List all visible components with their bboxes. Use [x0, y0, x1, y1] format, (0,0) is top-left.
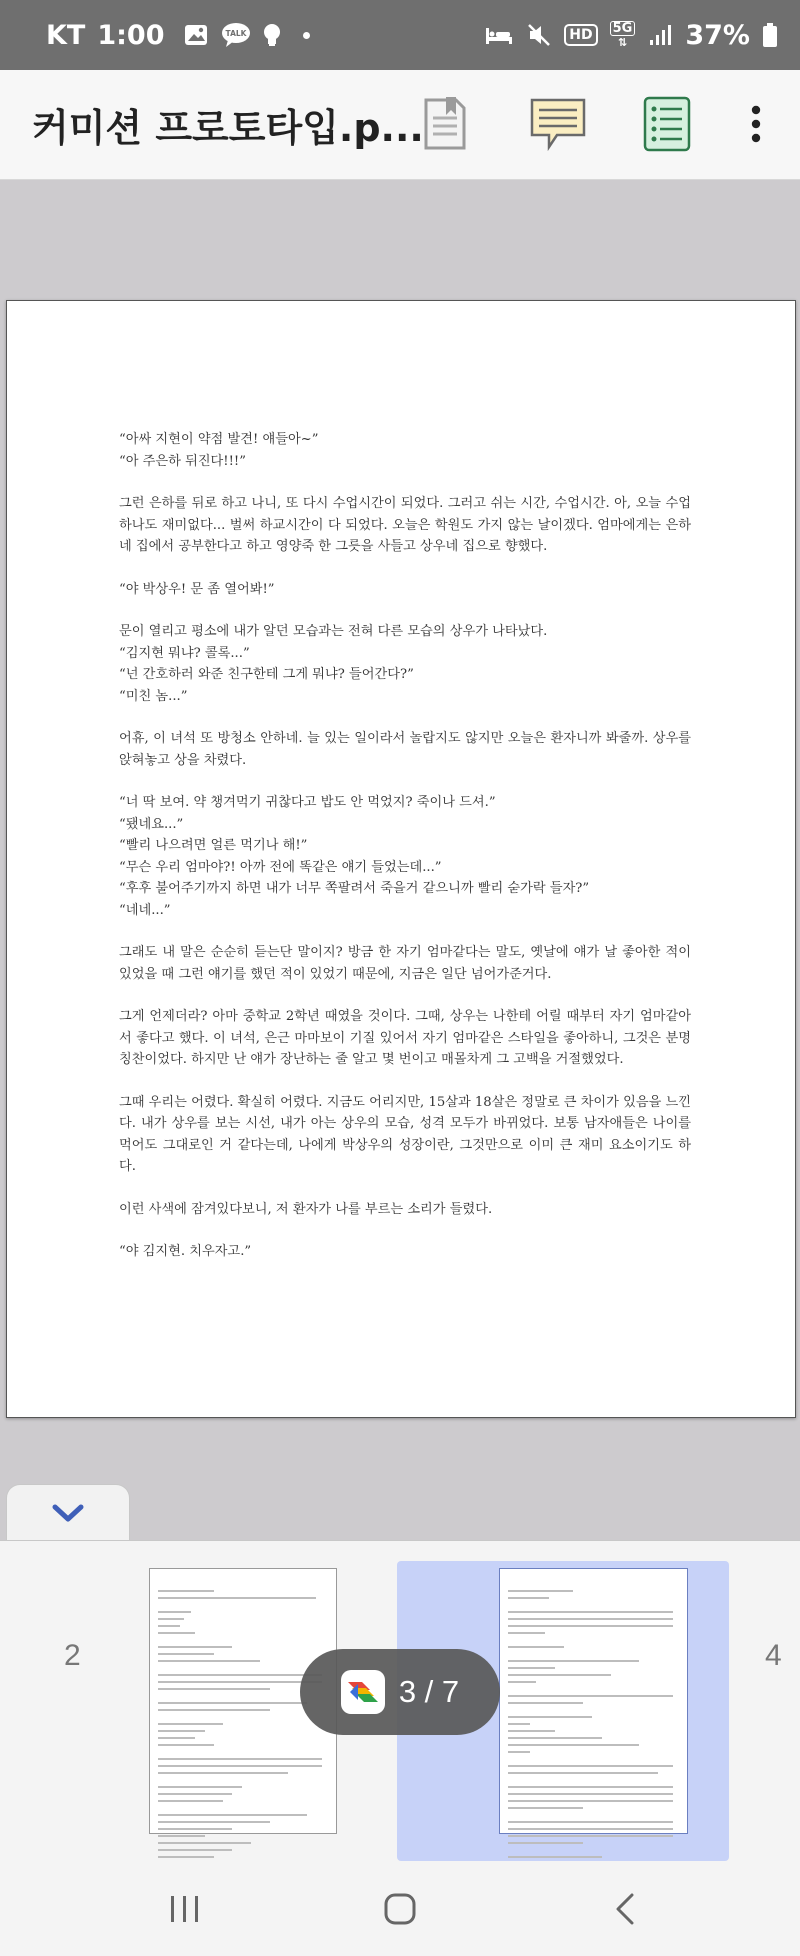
thumbnail-text-line — [508, 1667, 555, 1669]
thumbnail-text-line — [508, 1800, 673, 1802]
thumbnail-text-line — [158, 1660, 260, 1662]
text-line: “네네...” — [119, 902, 171, 918]
network-type-icon: 5G ⇅ — [610, 21, 636, 49]
thumbnail-text-line — [158, 1688, 270, 1690]
thumbnail-text-line — [158, 1793, 232, 1795]
text-line: 이런 사색에 잠겨있다보니, 저 환자가 나를 부르는 소리가 들렸다. — [119, 1201, 493, 1217]
svg-text:TALK: TALK — [225, 29, 246, 38]
thumbnail-page-3[interactable] — [499, 1568, 688, 1834]
thumbnail-text-line — [158, 1772, 288, 1774]
text-line: “후후 불어주기까지 하면 내가 너무 쪽팔려서 죽을거 같으니까 빨리 숟가락 들자?” — [119, 881, 590, 896]
text-line: “됐네요...” — [119, 816, 184, 832]
thumbnail-text-line — [158, 1828, 232, 1830]
document-viewer[interactable] — [0, 180, 800, 1540]
recent-apps-button[interactable] — [155, 1882, 215, 1936]
thumbnail-text-line — [158, 1674, 322, 1676]
comments-button[interactable] — [523, 88, 593, 160]
paragraph — [119, 1199, 691, 1221]
thumbnail-text-line — [158, 1604, 328, 1606]
thumbnail-text-line — [158, 1849, 232, 1851]
text-line: “빨리 나으려면 얼른 먹기나 해!” — [119, 838, 308, 853]
thumbnail-text-line — [508, 1765, 673, 1767]
thumbnail-text-line — [508, 1681, 536, 1683]
paragraph — [119, 1241, 691, 1263]
thumbnail-text-line — [158, 1632, 195, 1634]
thumbnail-text-line — [158, 1716, 328, 1718]
status-bar — [0, 0, 800, 70]
thumbnail-text-line — [158, 1751, 328, 1753]
text-line: 문이 열리고 평소에 내가 알던 모습과는 전혀 다른 모습의 상우가 나타났다. — [119, 624, 548, 639]
thumbnail-text-line — [158, 1597, 316, 1599]
thumbnail-text-line — [158, 1737, 195, 1739]
mute-icon — [526, 22, 552, 48]
next-page-number[interactable]: 4 — [765, 1639, 782, 1672]
thumbnail-text-line — [158, 1814, 307, 1816]
thumbnail-text-line — [508, 1835, 673, 1837]
thumbnail-text-line — [158, 1842, 251, 1844]
text-line: “아 주은하 뒤진다!!!” — [119, 453, 246, 469]
thumbnail-text-line — [508, 1828, 673, 1830]
paragraph — [119, 1092, 691, 1178]
thumbnail-text-line — [158, 1639, 328, 1641]
thumbnail-text-line — [158, 1786, 242, 1788]
comment-icon — [529, 95, 587, 153]
thumbnail-text-line — [158, 1765, 322, 1767]
more-notifications-dot-icon — [303, 32, 310, 39]
thumbnail-text-line — [158, 1646, 232, 1648]
table-of-contents-button[interactable] — [634, 88, 700, 160]
signal-strength-icon — [647, 22, 673, 48]
thumbnail-text-line — [158, 1779, 328, 1781]
document-page[interactable] — [6, 300, 796, 1418]
thumbnail-text-line — [158, 1625, 180, 1627]
system-navigation-bar — [0, 1862, 800, 1956]
thumbnail-text-line — [508, 1856, 602, 1858]
thumbnail-text-line — [508, 1625, 673, 1627]
thumbnail-text-line — [508, 1709, 679, 1711]
bookmark-page-icon — [420, 94, 470, 154]
clock: 1:00 — [97, 19, 165, 51]
thumbnail-text-line — [158, 1667, 328, 1669]
thumbnail-text-line — [158, 1653, 214, 1655]
thumbnail-text-line — [508, 1814, 679, 1816]
back-button[interactable] — [595, 1882, 655, 1936]
battery-percent: 37% — [685, 19, 750, 51]
thumbnail-text-line — [158, 1730, 205, 1732]
text-line: “야 박상우! 문 좀 열어봐!” — [119, 581, 275, 597]
thumbnail-text-line — [508, 1702, 583, 1704]
text-line: “김지현 뭐냐? 콜록...” — [119, 645, 250, 661]
page-indicator-text: 3 / 7 — [398, 1674, 460, 1709]
viewer-app-logo-icon — [341, 1670, 385, 1714]
thumbnail-text-line — [508, 1611, 673, 1613]
thumbnail-text-line — [158, 1681, 322, 1683]
thumbnail-text-line — [508, 1744, 639, 1746]
page-indicator — [300, 1649, 500, 1735]
thumbnail-text-line — [508, 1674, 611, 1676]
battery-icon — [762, 22, 778, 48]
thumbnail-text-line — [508, 1660, 639, 1662]
text-line: 그런 은하를 뒤로 하고 나니, 또 다시 수업시간이 되었다. 그러고 쉬는 시간, 수업시간. 아, 오늘 수업 하나도 재미없다... 벌써 하교시간이 다 되었다. 오늘은 학원도 가지 않는 날이겠다. 엄마에게는 은하네 집에서 공부한다고 하고 영양죽 한 그릇을 사들고 상우네 집으로 향했다. — [119, 496, 691, 554]
thumbnail-text-line — [508, 1772, 658, 1774]
text-line: “넌 간호하러 와준 친구한테 그게 뭐냐? 들어간다?” — [119, 667, 414, 682]
thumbnail-text-line — [158, 1702, 307, 1704]
network-type-label: 5G — [610, 21, 636, 36]
text-line: 그래도 내 말은 순순히 듣는단 말이지? 방금 한 자기 엄마같다는 말도, 옛날에 얘가 날 좋아한 적이 있었을 때 그런 얘기를 했던 적이 있었기 때문에, 지금은 일단 넘어가준거다. — [119, 945, 691, 982]
thumbnail-text-line — [508, 1842, 583, 1844]
thumbnail-text-line — [508, 1590, 573, 1592]
thumbnail-text-line — [508, 1737, 602, 1739]
bookmark-page-button[interactable] — [412, 88, 478, 160]
gallery-notification-icon — [183, 22, 209, 48]
paragraph — [119, 942, 691, 985]
thumbnail-text-line — [508, 1793, 673, 1795]
thumbnail-text-line — [508, 1849, 679, 1851]
thumbnail-text-line — [508, 1695, 673, 1697]
sleep-mode-icon — [484, 22, 514, 48]
document-title: 커미션 프로토타입.p... — [32, 106, 424, 150]
thumbnail-text-line — [508, 1779, 679, 1781]
thumbnail-text-line — [508, 1807, 583, 1809]
thumbnail-text-line — [158, 1611, 191, 1613]
lightbulb-notification-icon — [259, 22, 285, 48]
text-line: “야 김지현. 치우자고.” — [119, 1244, 252, 1259]
prev-page-number[interactable]: 2 — [64, 1639, 81, 1672]
carrier-label: KT — [46, 19, 86, 51]
paragraph — [119, 728, 691, 771]
thumbnail-text-line — [508, 1653, 679, 1655]
thumbnail-text-line — [158, 1821, 270, 1823]
thumbnail-text-line — [158, 1758, 322, 1760]
thumbnail-text-line — [508, 1646, 564, 1648]
app-toolbar — [0, 70, 800, 180]
text-line: “아싸 지현이 약점 발견! 얘들아~” — [119, 432, 319, 447]
collapse-thumbnails-button[interactable] — [6, 1484, 130, 1540]
chevron-down-icon — [51, 1502, 85, 1524]
thumbnail-text-line — [508, 1723, 530, 1725]
text-line: 어휴, 이 녀석 또 방청소 안하네. 늘 있는 일이라서 놀랍지도 않지만 오늘은 환자니까 봐줄까. 상우를 앉혀놓고 상을 차렸다. — [119, 731, 691, 768]
paragraph — [119, 429, 691, 472]
thumbnail-text-line — [158, 1618, 184, 1620]
thumbnail-text-line — [508, 1688, 679, 1690]
thumbnail-text-line — [508, 1786, 673, 1788]
thumbnail-text-line — [158, 1800, 223, 1802]
paragraph — [119, 621, 691, 707]
page-text — [119, 429, 691, 1284]
thumbnail-text-line — [158, 1590, 214, 1592]
talk-notification-icon — [221, 22, 247, 48]
text-line: “미친 놈...” — [119, 688, 188, 704]
paragraph — [119, 1006, 691, 1071]
recent-apps-icon — [168, 1894, 202, 1924]
paragraph — [119, 579, 691, 601]
more-options-button[interactable] — [728, 88, 784, 160]
home-button[interactable] — [370, 1882, 430, 1936]
more-vertical-icon — [750, 104, 762, 144]
thumbnail-text-line — [508, 1821, 673, 1823]
thumbnail-strip — [0, 1540, 800, 1862]
paragraph — [119, 792, 691, 921]
thumbnail-text-line — [508, 1597, 549, 1599]
text-line: 그때 우리는 어렸다. 확실히 어렸다. 지금도 어리지만, 15살과 18살은 정말로 큰 차이가 있음을 느낀다. 내가 상우를 보는 시선, 내가 아는 상우의 모습, 성격 모두가 바뀌었다. 보통 남자애들은 나이를 먹어도 그대로인 거 같다는데, 나에게 박상우의 성장이란, 그것만으로 이미 큰 재미 요소이기도 하다. — [119, 1094, 691, 1174]
list-icon — [642, 95, 692, 153]
text-line: “너 딱 보여. 약 챙겨먹기 귀찮다고 밥도 안 먹었지? 죽이나 드셔.” — [119, 795, 496, 810]
thumbnail-text-line — [508, 1751, 530, 1753]
text-line: “무슨 우리 엄마야?! 아까 전에 똑같은 얘기 들었는데...” — [119, 859, 442, 875]
text-line: 그게 언제더라? 아마 중학교 2학년 때였을 것이다. 그때, 상우는 나한테 어릴 때부터 자기 엄마같아서 좋다고 했다. 이 녀석, 은근 마마보이 기질 있어서 자기 엄마같은 스타일을 좋아하니, 그것은 분명 칭찬이었다. 하지만 난 얘가 장난하는 줄 알고 몇 번이고 매몰차게 그 고백을 거절했었다. — [119, 1009, 691, 1067]
thumbnail-text-line — [508, 1639, 679, 1641]
thumbnail-text-line — [158, 1856, 214, 1858]
thumbnail-text-line — [508, 1618, 673, 1620]
thumbnail-text-line — [508, 1730, 555, 1732]
thumbnail-text-line — [508, 1758, 679, 1760]
thumbnail-text-line — [158, 1835, 205, 1837]
home-icon — [383, 1892, 417, 1926]
hd-voice-icon: HD — [564, 24, 597, 46]
thumbnail-text-line — [158, 1807, 328, 1809]
paragraph — [119, 493, 691, 558]
thumbnail-text-line — [158, 1709, 270, 1711]
thumbnail-text-line — [158, 1744, 214, 1746]
thumbnail-text-line — [508, 1716, 592, 1718]
back-chevron-icon — [613, 1892, 637, 1926]
thumbnail-text-line — [508, 1632, 545, 1634]
thumbnail-text-line — [508, 1604, 679, 1606]
thumbnail-text-line — [158, 1723, 223, 1725]
